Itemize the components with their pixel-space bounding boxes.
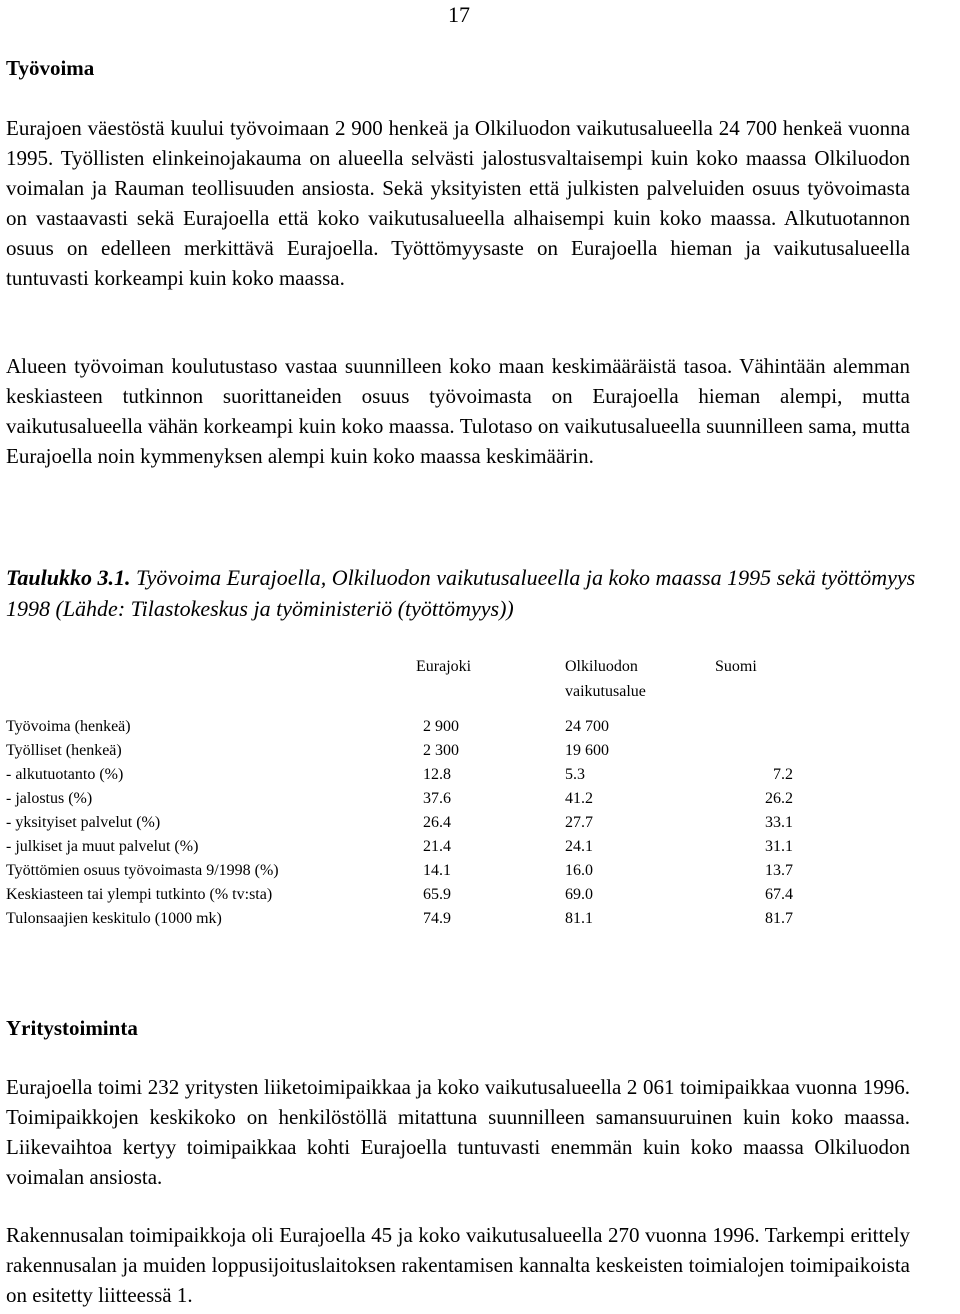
table-cell-olkiluoto: 27.7: [565, 814, 593, 831]
table-cell-label: Keskiasteen tai ylempi tutkinto (% tv:sta): [6, 886, 273, 903]
table-row: [6, 886, 793, 910]
table-cell-label: Työvoima (henkeä): [6, 718, 131, 735]
table-row: [6, 862, 793, 886]
table-cell-suomi: [715, 742, 793, 766]
table-cell-suomi: 7.2: [773, 766, 793, 783]
table-cell-olkiluoto: 24 700: [565, 718, 609, 735]
section-heading-business: Yritystoiminta: [6, 1016, 138, 1040]
workforce-paragraph-2: Alueen työvoiman koulutustaso vastaa suunnilleen koko maan keskimääräistä tasoa. Vähintään alemman keskiasteen tutkinnon suorittaneiden osuus työvoimasta on Eurajoella hieman alempi, mutta vaikutusalueella vähän korkeampi kuin koko maassa. Tulotaso on vaikutusalueella suunnilleen sama, mutta Eurajoella noin kymmenyksen alempi kuin koko maassa keskimäärin.: [6, 354, 910, 468]
table-cell-eurajoki: 21.4: [423, 838, 451, 855]
table-cell-suomi: 33.1: [765, 814, 793, 831]
table-cell-label: - yksityiset palvelut (%): [6, 814, 161, 831]
table-cell-olkiluoto: 41.2: [565, 790, 593, 807]
table-header-suomi: Suomi: [715, 658, 757, 675]
table-row: [6, 718, 793, 742]
table-cell-suomi: 13.7: [765, 862, 793, 879]
table-row: [6, 790, 793, 814]
table-cell-eurajoki: 65.9: [423, 886, 451, 903]
business-paragraph-2: Rakennusalan toimipaikkoja oli Eurajoella 45 ja koko vaikutusalueella 270 vuonna 1996. Tarkempi erittely rakennusalan ja muiden loppusijoituslaitoksen rakentamisen kannalta keskeisten toimialojen toimipaikoista on esitetty liitteessä 1.: [6, 1223, 910, 1307]
table-row: [6, 910, 793, 934]
table-header-label: [6, 650, 416, 718]
page-number: 17: [448, 2, 470, 27]
table-row: [6, 838, 793, 862]
table-row: [6, 766, 793, 790]
table-cell-label: - alkutuotanto (%): [6, 766, 124, 783]
table-cell-label: Tulonsaajien keskitulo (1000 mk): [6, 910, 222, 927]
table-cell-label: Työttömien osuus työvoimasta 9/1998 (%): [6, 862, 279, 879]
table-caption-text: Työvoima Eurajoella, Olkiluodon vaikutusalueella ja koko maassa 1995 sekä työttömyys 1998 (Lähde: Tilastokeskus ja työministeriö (työttömyys)): [6, 565, 916, 621]
table-cell-eurajoki: 37.6: [423, 790, 451, 807]
table-cell-suomi: 67.4: [765, 886, 793, 903]
table-header-row: [6, 650, 793, 718]
table-caption-label: Taulukko 3.1.: [6, 565, 131, 590]
table-caption: [6, 562, 946, 624]
table-row: [6, 742, 793, 766]
table-cell-olkiluoto: 5.3: [565, 766, 585, 783]
table-row: [6, 814, 793, 838]
table-cell-suomi: 81.7: [765, 910, 793, 927]
table-header-eurajoki: Eurajoki: [416, 658, 472, 675]
table-cell-olkiluoto: 81.1: [565, 910, 593, 927]
table-cell-olkiluoto: 24.1: [565, 838, 593, 855]
table-cell-olkiluoto: 19 600: [565, 742, 609, 759]
table-cell-label: - jalostus (%): [6, 790, 93, 807]
table-cell-olkiluoto: 69.0: [565, 886, 593, 903]
table-cell-eurajoki: 26.4: [423, 814, 451, 831]
business-paragraph-1: Eurajoella toimi 232 yritysten liiketoimipaikkaa ja koko vaikutusalueella 2 061 toimipaikkaa vuonna 1996. Toimipaikkojen keskikoko on henkilöstöllä mitattuna suunnilleen samansuuruinen kuin koko maassa. Liikevaihtoa kertyy toimipaikkaa kohti Eurajoella tuntuvasti enemmän kuin koko maassa Olkiluodon voimalan ansiosta.: [6, 1075, 910, 1189]
table-cell-eurajoki: 74.9: [423, 910, 451, 927]
table-cell-eurajoki: 12.8: [423, 766, 451, 783]
table-cell-eurajoki: 2 300: [423, 742, 459, 759]
table-cell-label: Työlliset (henkeä): [6, 742, 122, 759]
table-cell-olkiluoto: 16.0: [565, 862, 593, 879]
table-cell-suomi: 26.2: [765, 790, 793, 807]
table-cell-eurajoki: 14.1: [423, 862, 451, 879]
table-cell-eurajoki: 2 900: [423, 718, 459, 735]
workforce-paragraph-1: Eurajoen väestöstä kuului työvoimaan 2 900 henkeä ja Olkiluodon vaikutusalueella 24 700 henkeä vuonna 1995. Työllisten elinkeinojakauma on alueella selvästi jalostusvaltaisempi kuin koko maassa Olkiluodon voimalan ja Rauman teollisuuden ansiosta. Sekä yksityisten että julkisten palveluiden osuus työvoimasta on vastaavasti sekä Eurajoella että koko vaikutusalueella alhaisempi kuin koko maassa. Alkutuotannon osuus on edelleen merkittävä Eurajoella. Työttömyysaste on Eurajoella hieman ja vaikutusalueella tuntuvasti korkeampi kuin koko maassa.: [6, 116, 910, 290]
table-cell-label: - julkiset ja muut palvelut (%): [6, 838, 199, 855]
table-body: [6, 718, 793, 934]
table-cell-suomi: [715, 718, 793, 742]
table-header-olkiluoto: Olkiluodon vaikutusalue: [565, 658, 646, 700]
table-cell-suomi: 31.1: [765, 838, 793, 855]
section-heading-workforce: Työvoima: [6, 56, 95, 80]
workforce-table: [6, 650, 793, 934]
